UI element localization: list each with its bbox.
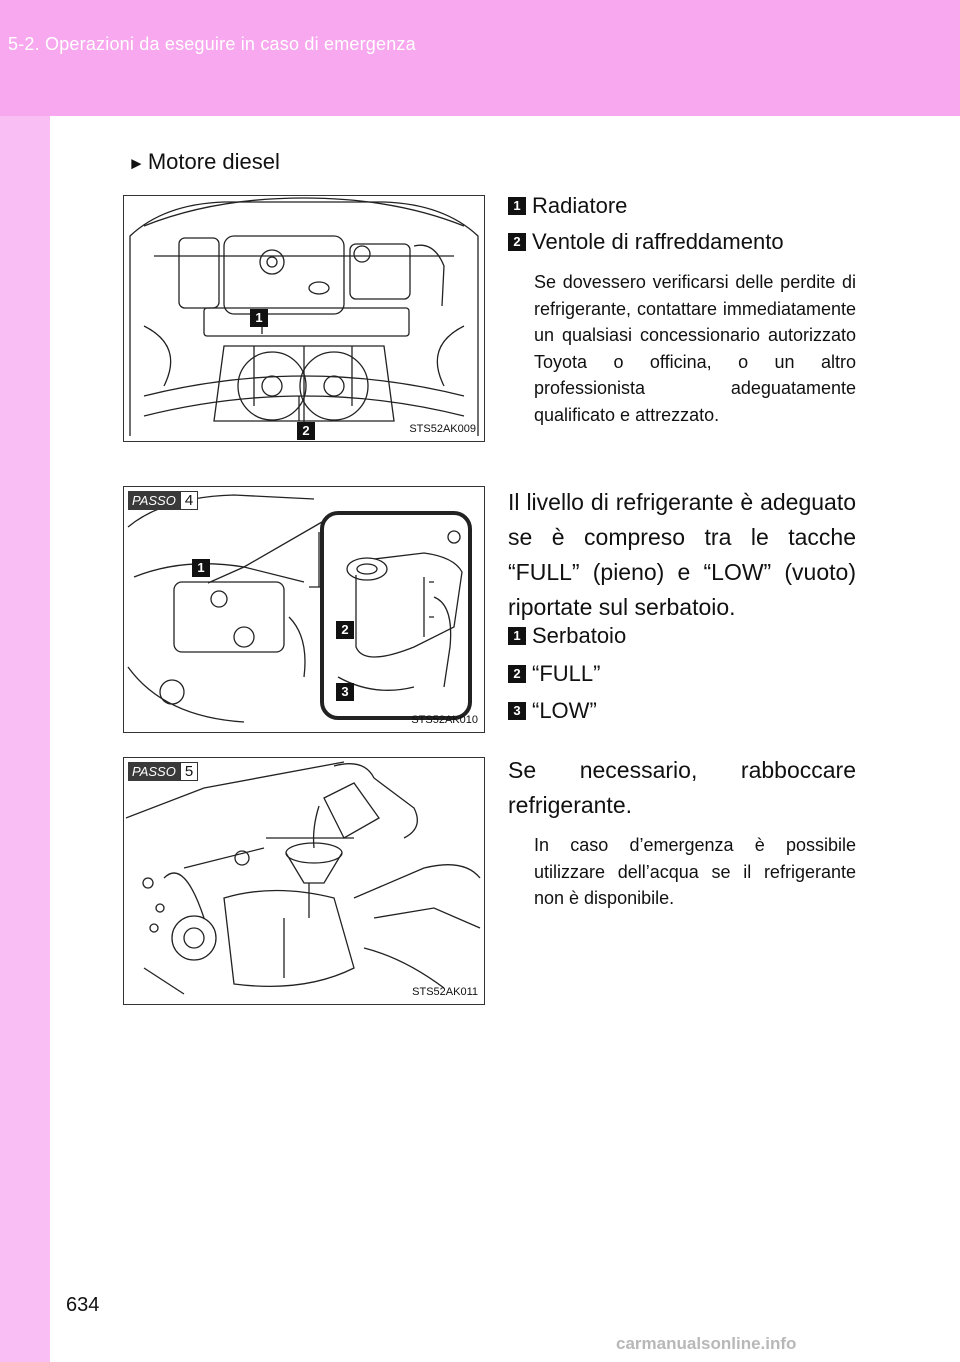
section-title: 5-2. Operazioni da eseguire in caso di emergenza — [8, 34, 416, 54]
legend-number: 1 — [508, 197, 526, 215]
legend-number: 3 — [508, 702, 526, 720]
header-band — [0, 0, 960, 116]
step-number: 4 — [180, 491, 198, 510]
subsection-heading — [128, 149, 280, 175]
callout-1: 1 — [250, 309, 268, 327]
callout-2: 2 — [297, 422, 315, 440]
legend-label: Ventole di raffreddamento — [532, 229, 784, 254]
reservoir-illustration — [124, 487, 484, 732]
watermark: carmanualsonline.info — [616, 1334, 797, 1353]
callout-1: 1 — [192, 559, 210, 577]
engine-bay-illustration — [124, 196, 484, 441]
figure-code: STS52AK010 — [411, 714, 478, 726]
callout-2: 2 — [336, 621, 354, 639]
triangle-marker-icon: ► — [128, 154, 145, 173]
step-5-badge — [128, 762, 198, 781]
legend-label: “FULL” — [532, 661, 601, 686]
step-4-badge — [128, 491, 198, 510]
legend-item — [508, 661, 600, 687]
legend-item — [508, 229, 784, 255]
figure-code: STS52AK009 — [409, 423, 476, 435]
step-label: PASSO — [128, 762, 180, 781]
legend-number: 1 — [508, 627, 526, 645]
figure-code: STS52AK011 — [412, 986, 478, 998]
step-4-text: Il livello di refrigerante è adeguato se è compreso tra le tacche “FULL” (pieno) e “LOW” (vuoto) riportate sul serbatoio. — [508, 489, 856, 620]
legend-label: Serbatoio — [532, 623, 627, 648]
step-label: PASSO — [128, 491, 180, 510]
step-5-note: In caso d’emergenza è possibile utilizzare dell’acqua se il refrigerante non è disponibile. — [534, 835, 856, 908]
legend-number: 2 — [508, 233, 526, 251]
legend-item — [508, 698, 597, 724]
step-5-text: Se necessario, rabboccare refrigerante. — [508, 757, 856, 818]
page-number: 634 — [66, 1294, 100, 1316]
legend-label: Radiatore — [532, 193, 628, 218]
legend-label: “LOW” — [532, 698, 597, 723]
refill-illustration — [124, 758, 484, 1004]
figure-coolant-reservoir — [123, 486, 485, 733]
subsection-label: Motore diesel — [147, 149, 280, 174]
callout-3: 3 — [336, 683, 354, 701]
step-number: 5 — [180, 762, 198, 781]
figure-refilling — [123, 757, 485, 1005]
side-band — [0, 0, 50, 1362]
warning-note: Se dovessero verificarsi delle perdite di refrigerante, contattare immediatamente un qualsiasi concessionario autorizzato Toyota o officina, o un altro professionista adeguatamente qualificato e attrezzato. — [534, 272, 856, 425]
legend-number: 2 — [508, 665, 526, 683]
figure-engine-bay — [123, 195, 485, 442]
legend-item — [508, 193, 627, 219]
legend-item — [508, 623, 626, 649]
